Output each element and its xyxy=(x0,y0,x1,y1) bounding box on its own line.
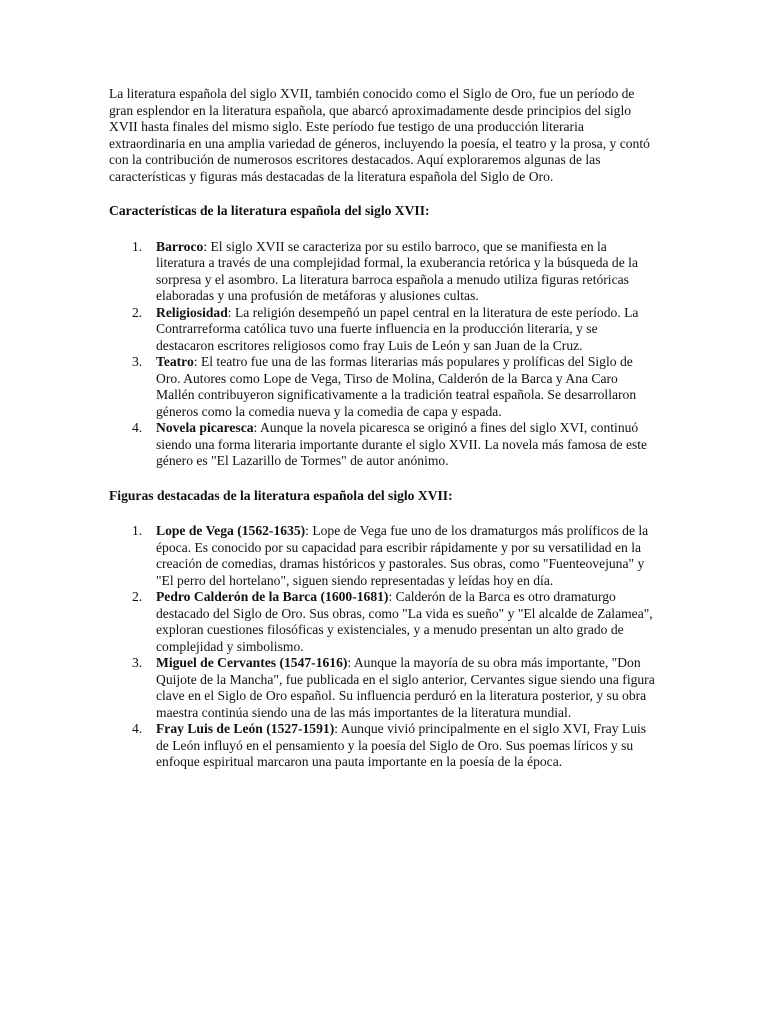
item-term: Miguel de Cervantes (1547-1616) xyxy=(156,655,348,670)
characteristics-list xyxy=(109,239,659,470)
list-item xyxy=(132,420,659,470)
item-term: Barroco xyxy=(156,238,204,254)
item-text: : Aunque la mayoría de su obra más importante, "Don Quijote de la Mancha", fue publicada en el siglo anterior, Cervantes sigue siendo una figura clave en el Siglo de Oro español. Su influencia perduró en la literatura posterior, y su obra maestra continúa siendo una de las más importantes de la literatura mundial. xyxy=(156,655,655,720)
list-item xyxy=(132,238,659,305)
list-item xyxy=(132,589,659,655)
list-item xyxy=(132,721,659,771)
figures-list xyxy=(109,523,659,771)
item-number: 1. xyxy=(132,523,143,538)
item-term: Pedro Calderón de la Barca (1600-1681) xyxy=(156,589,389,604)
item-text: : Aunque la novela picaresca se originó a fines del siglo XVI, continuó siendo una forma literaria importante durante el siglo XVII. La novela más famosa de este género es "El Lazarillo de Tormes" de autor anónimo. xyxy=(156,420,648,468)
item-text: : La religión desempeñó un papel central en la literatura de este período. La Contrarreforma católica tuvo una fuerte influencia en la producción literaria, y se destacaron escritores religiosos como fray Luis de León y san Juan de la Cruz. xyxy=(156,304,639,353)
item-text: : Calderón de la Barca es otro dramaturgo destacado del Siglo de Oro. Sus obras, como "La vida es sueño" y "El alcalde de Zalamea", exploran cuestiones filosóficas y existenciales, y a menudo presentan un alto grado de complejidad y simbolismo. xyxy=(156,589,653,654)
item-number: 4. xyxy=(132,420,143,435)
intro-paragraph: La literatura española del siglo XVII, también conocido como el Siglo de Oro, fue un período de gran esplendor en la literatura española, que abarcó aproximadamente desde principios del siglo XVII hasta finales del mismo siglo. Este período fue testigo de una producción literaria extraordinaria en una amplia variedad de géneros, incluyendo la poesía, el teatro y la prosa, y contó con la contribución de numerosos escritores destacados. Aquí exploraremos algunas de las características y figuras más destacadas de la literatura española del Siglo de Oro. xyxy=(109,86,650,184)
item-number: 4. xyxy=(132,721,143,736)
item-number: 3. xyxy=(132,354,143,369)
figures-heading: Figuras destacadas de la literatura española del siglo XVII: xyxy=(109,487,453,503)
list-item xyxy=(132,354,659,420)
item-term: Fray Luis de León (1527-1591) xyxy=(156,721,335,736)
item-number: 1. xyxy=(132,238,143,254)
item-text: : Lope de Vega fue uno de los dramaturgos más prolíficos de la época. Es conocido por su capacidad para escribir rápidamente y por su versatilidad en la creación de comedias, dramas históricos y pastorales. Sus obras, como "Fuenteovejuna" y "El perro del hortelano", siguen siendo representadas y leídas hoy en día. xyxy=(156,523,649,588)
list-item xyxy=(132,523,659,589)
list-item xyxy=(132,655,659,721)
document-page xyxy=(109,86,659,789)
item-text: : Aunque vivió principalmente en el siglo XVI, Fray Luis de León influyó en el pensamiento y la poesía del Siglo de Oro. Sus poemas líricos y su enfoque espiritual marcaron una pauta importante en la poesía de la época. xyxy=(156,721,647,769)
item-term: Lope de Vega (1562-1635) xyxy=(156,523,306,538)
item-term: Novela picaresca xyxy=(156,420,254,435)
characteristics-heading: Características de la literatura española del siglo XVII: xyxy=(109,203,430,218)
item-text: : El teatro fue una de las formas literarias más populares y prolíficas del Siglo de Oro. Autores como Lope de Vega, Tirso de Molina, Calderón de la Barca y Ana Caro Mallén contribuyeron significativamente a la tradición teatral española. Se desarrollaron géneros como la comedia nueva y la comedia de capa y espada. xyxy=(156,354,637,419)
item-number: 2. xyxy=(132,589,143,604)
item-term: Religiosidad xyxy=(156,304,228,320)
item-number: 3. xyxy=(132,655,143,670)
list-item xyxy=(132,304,659,355)
item-number: 2. xyxy=(132,304,143,320)
item-term: Teatro xyxy=(156,354,194,369)
item-text: : El siglo XVII se caracteriza por su estilo barroco, que se manifiesta en la literatura a través de una complejidad formal, la exuberancia retórica y la búsqueda de la sorpresa y el asombro. La literatura barroca española a menudo utiliza figuras retóricas elaboradas y una profusión de metáforas y alusiones cultas. xyxy=(156,238,638,303)
